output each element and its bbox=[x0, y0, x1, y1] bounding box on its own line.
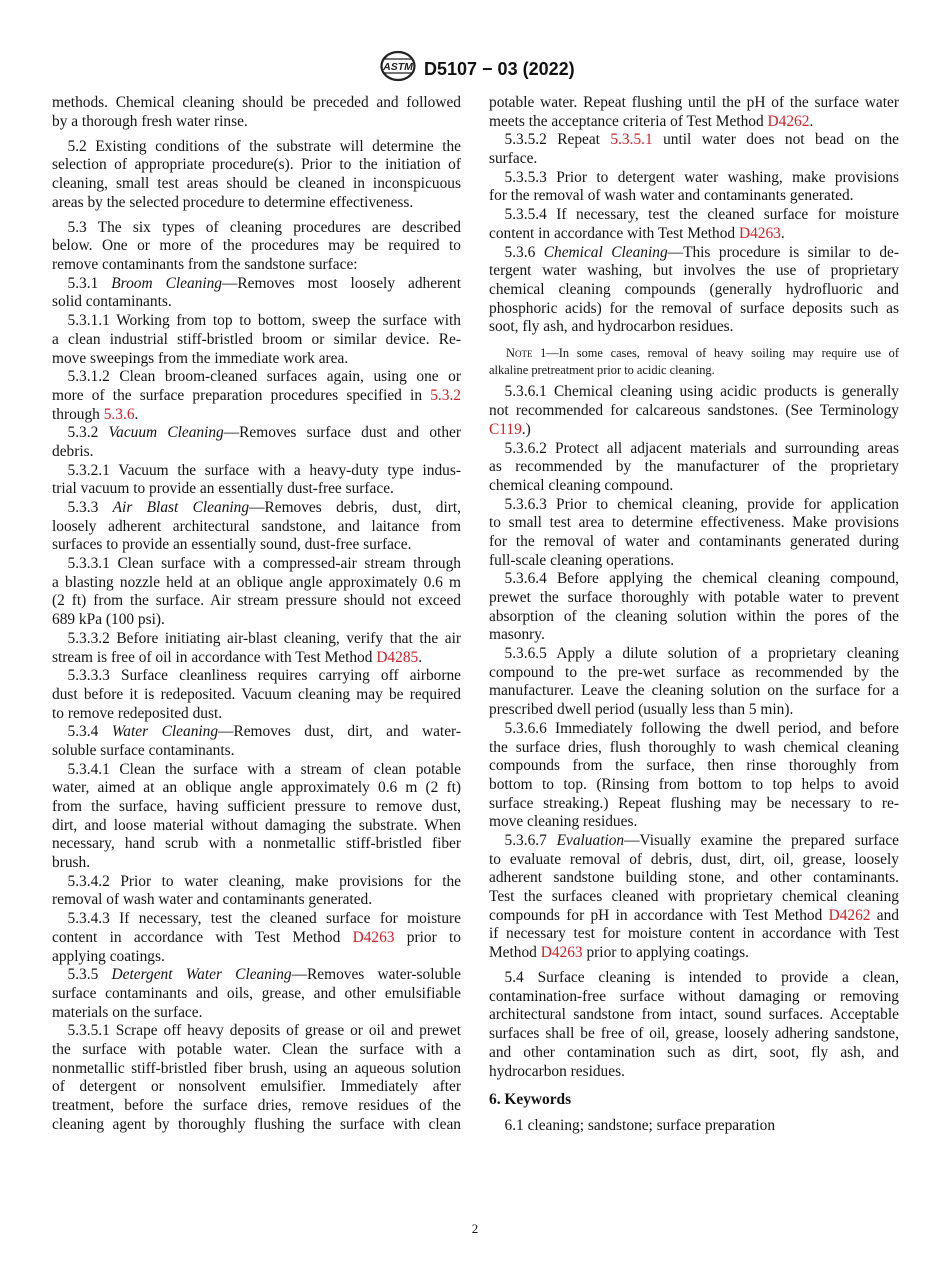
standard-designation: D5107 − 03 (2022) bbox=[424, 59, 575, 79]
reference-link-c119[interactable]: C119 bbox=[489, 420, 522, 438]
logo-text: ASTM bbox=[383, 61, 413, 73]
text-line: trial vacuum to provide an essentially dust-free surface. bbox=[52, 480, 394, 498]
text-line bbox=[489, 131, 899, 150]
section-5-3-6-6 bbox=[489, 720, 899, 832]
text-line: surface streaking.) Repeat flushing may be necessary to re- bbox=[489, 794, 899, 812]
text-line bbox=[52, 966, 461, 985]
text-line: 5.4 Surface cleaning is intended to provide a clean, bbox=[504, 969, 899, 987]
text-line: remove contaminants from the sandstone surface: bbox=[52, 256, 358, 274]
text-span: content in accordance with Test Method bbox=[489, 224, 739, 242]
text-line: surface contaminants and oils, grease, and other emulsifiable bbox=[52, 984, 461, 1002]
section-6-1: 6.1 cleaning; sandstone; surface preparation bbox=[504, 1116, 776, 1134]
left-column bbox=[52, 94, 461, 1134]
section-5-3-3 bbox=[52, 499, 461, 555]
text-span: content in accordance with Test Method bbox=[52, 928, 353, 946]
text-line: solid contaminants. bbox=[52, 293, 172, 311]
text-line: dirt, and loose material without damaging the substrate. When bbox=[52, 816, 461, 834]
section-5-3-1-2 bbox=[52, 368, 461, 424]
text-line: methods. Chemical cleaning should be preceded and followed bbox=[52, 94, 461, 111]
text-span: —Removes surface dust and other bbox=[223, 424, 461, 442]
text-line bbox=[52, 387, 461, 406]
section-5-3-2 bbox=[52, 424, 461, 461]
text-line: bottom to top. (Rinsing from bottom to top helps to avoid bbox=[489, 775, 899, 793]
text-span: —This procedure is similar to de- bbox=[667, 243, 899, 261]
text-line: below. One or more of the procedures may be required to bbox=[52, 237, 461, 255]
text-span: stream is free of oil in accordance with Test Method bbox=[52, 648, 377, 666]
page-number: 2 bbox=[471, 1221, 479, 1236]
section-5-3-6-2 bbox=[489, 440, 899, 496]
text-span: . bbox=[134, 405, 139, 423]
text-line: hydrocarbon residues. bbox=[489, 1062, 625, 1080]
text-span: until water does not bead on the bbox=[652, 131, 899, 149]
section-5-3-4-2 bbox=[52, 873, 461, 910]
section-heading-keywords: 6. Keywords bbox=[489, 1091, 572, 1108]
reference-link-d4262[interactable]: D4262 bbox=[767, 112, 810, 130]
section-number: 5.3.6 bbox=[504, 243, 544, 261]
text-line: a clean industrial stiff-bristled broom or similar device. Re- bbox=[52, 330, 461, 348]
text-line bbox=[52, 649, 461, 668]
text-line bbox=[489, 907, 899, 926]
section-number: 5.3.1 bbox=[67, 274, 112, 292]
text-span: prior to bbox=[394, 928, 461, 946]
section-title: Detergent Water Cleaning bbox=[111, 966, 292, 984]
text-line: to evaluate removal of debris, dust, dirt, oil, grease, loosely bbox=[489, 850, 899, 868]
text-line bbox=[489, 421, 899, 440]
text-line: 5.3.6.1 Chemical cleaning using acidic products is generally bbox=[504, 383, 899, 401]
text-line: not recommended for calcareous sandstones. (See Terminology bbox=[489, 402, 899, 420]
text-line: as recommended by the manufacturer of the proprietary bbox=[489, 458, 899, 476]
text-line: 5.3.2.1 Vacuum the surface with a heavy-duty type indus- bbox=[67, 461, 461, 479]
text-line: 5.3.6.2 Protect all adjacent materials and surrounding areas bbox=[504, 439, 899, 457]
text-span: 1—In some cases, removal of heavy soiling may require use of bbox=[532, 346, 899, 361]
text-line: 5.3.5.1 Scrape off heavy deposits of grease or oil and prewet bbox=[67, 1022, 461, 1040]
section-number: 5.3.3 bbox=[67, 499, 113, 517]
text-line: materials on the surface. bbox=[52, 1003, 203, 1021]
text-line: by a thorough fresh water rinse. bbox=[52, 112, 248, 130]
text-line: 5.3.4.3 If necessary, test the cleaned surface for moisture bbox=[67, 910, 461, 928]
text-line: loosely adherent architectural sandstone, and laitance from bbox=[52, 517, 461, 535]
text-line: 5.3.6.5 Apply a dilute solution of a proprietary cleaning bbox=[504, 645, 899, 663]
text-line: 5.3.6.4 Before applying the chemical cleaning compound, bbox=[504, 570, 899, 588]
text-span: Method bbox=[489, 944, 541, 962]
section-5-3-3-1 bbox=[52, 555, 461, 630]
text-span: —Removes debris, dust, dirt, bbox=[249, 499, 461, 517]
right-column bbox=[489, 94, 899, 1136]
text-line: potable water. Repeat flushing until the pH of the surface water bbox=[489, 94, 899, 111]
text-span: .) bbox=[521, 420, 531, 438]
text-span: and bbox=[870, 906, 899, 924]
section-5-3-5-4 bbox=[489, 206, 899, 243]
text-line bbox=[52, 723, 461, 742]
text-span: through bbox=[52, 405, 104, 423]
text-line: prewet the surface thoroughly with potable water to prevent bbox=[489, 589, 899, 607]
text-line: 5.3.5.4 If necessary, test the cleaned surface for moisture bbox=[504, 206, 899, 224]
text-line: a blasting nozzle held at an oblique angle approximately 0.6 m bbox=[52, 573, 461, 591]
text-line: 5.3.3.1 Clean surface with a compressed-air stream through bbox=[67, 555, 461, 573]
section-title: Chemical Cleaning bbox=[543, 243, 668, 261]
text-line: 5.3.1.2 Clean broom-cleaned surfaces again, using one or bbox=[67, 368, 461, 386]
text-line bbox=[52, 406, 461, 425]
text-line: 5.3.5.3 Prior to detergent water washing, make provisions bbox=[504, 168, 899, 186]
section-5-3-6-4 bbox=[489, 570, 899, 645]
text-line: manufacturer. Leave the cleaning solution on the surface for a bbox=[489, 682, 899, 700]
text-line: dust before it is redeposited. Vacuum cleaning may be required bbox=[52, 685, 461, 703]
text-span: —Removes most loosely adherent bbox=[222, 274, 461, 292]
text-line bbox=[52, 275, 461, 294]
text-line: applying coatings. bbox=[52, 947, 165, 965]
text-span: meets the acceptance criteria of Test Method bbox=[489, 112, 768, 130]
section-title: Broom Cleaning bbox=[111, 274, 222, 292]
section-number: 5.3.5 bbox=[67, 966, 112, 984]
text-line: contamination-free surface without damaging or removing bbox=[489, 987, 899, 1005]
text-line: compound to the pre-wet surface as recommended by the bbox=[489, 663, 899, 681]
section-5-3-3-2 bbox=[52, 630, 461, 667]
text-line: 5.3.3.2 Before initiating air-blast cleaning, verify that the air bbox=[67, 629, 461, 647]
text-line: move sweepings from the immediate work area. bbox=[52, 349, 349, 367]
section-5-1-continued bbox=[52, 94, 461, 131]
text-line: chemical cleaning compound. bbox=[489, 476, 674, 494]
text-line bbox=[489, 345, 899, 362]
text-span: prior to applying coatings. bbox=[582, 944, 749, 962]
text-line: move cleaning residues. bbox=[489, 813, 638, 831]
text-line: the surface dries, flush thoroughly to wash chemical cleaning bbox=[489, 738, 899, 756]
text-line: 5.3.4.1 Clean the surface with a stream of clean potable bbox=[67, 760, 461, 778]
section-5-3-5 bbox=[52, 966, 461, 1022]
text-span: —Removes dust, dirt, and water- bbox=[218, 723, 461, 741]
note-1 bbox=[489, 345, 899, 379]
section-number: 5.3.2 bbox=[67, 424, 109, 442]
text-line: 5.3.3.3 Surface cleanliness requires carrying off airborne bbox=[67, 667, 461, 685]
text-line: to remove redeposited dust. bbox=[52, 704, 223, 722]
section-5-3-6-3 bbox=[489, 496, 899, 571]
reference-link-d4262[interactable]: D4262 bbox=[828, 906, 871, 924]
text-line: 689 kPa (100 psi). bbox=[52, 611, 165, 629]
text-line: surface. bbox=[489, 150, 538, 168]
text-span: more of the surface preparation procedures specified in bbox=[52, 386, 431, 404]
text-line: water, aimed at an oblique angle approximately 0.6 m (2 ft) bbox=[52, 779, 461, 797]
text-line: 5.2 Existing conditions of the substrate will determine the bbox=[67, 137, 461, 155]
reference-link-d4263[interactable]: D4263 bbox=[738, 224, 781, 242]
text-line: if necessary test for moisture content in accordance with Test bbox=[489, 925, 899, 943]
section-title: Water Cleaning bbox=[111, 723, 219, 741]
section-5-3-4-3 bbox=[52, 910, 461, 966]
reference-link-5-3-2[interactable]: 5.3.2 bbox=[430, 386, 461, 404]
text-line bbox=[489, 944, 899, 963]
text-line: adherent sandstone building stone, and other contaminants. bbox=[489, 869, 899, 887]
reference-link-5-3-5-1[interactable]: 5.3.5.1 bbox=[610, 131, 653, 149]
text-line: chemical cleaning compounds (generally hydrofluoric and bbox=[489, 280, 899, 298]
section-5-3-5-1-continued bbox=[489, 94, 899, 131]
text-line: alkaline pretreatment prior to acidic cleaning. bbox=[489, 363, 715, 378]
section-5-3-3-3 bbox=[52, 667, 461, 723]
text-line: cleaning agent by thoroughly flushing the surface with clean bbox=[52, 1115, 461, 1133]
section-5-3-6 bbox=[489, 244, 899, 337]
text-span: —Visually examine the prepared surface bbox=[624, 831, 900, 849]
text-line: compounds from the surface, then rinse thoroughly from bbox=[489, 757, 899, 775]
text-line: selection of appropriate procedure(s). Prior to the initiation of bbox=[52, 156, 461, 174]
text-line bbox=[489, 244, 899, 263]
text-line: 5.3.6.3 Prior to chemical cleaning, provide for application bbox=[504, 495, 899, 513]
text-line: surfaces shall be free of oil, grease, loosely adhering sandstone, bbox=[489, 1025, 899, 1043]
text-span: . bbox=[780, 224, 785, 242]
section-number: 5.3.4 bbox=[67, 723, 112, 741]
text-line bbox=[52, 424, 461, 443]
section-title: Evaluation bbox=[556, 831, 625, 849]
section-5-2 bbox=[52, 138, 461, 213]
text-line: soluble surface contaminants. bbox=[52, 741, 235, 759]
text-line: soot, fly ash, and hydrocarbon residues. bbox=[489, 318, 734, 336]
text-line: phosphoric acids) for the removal of surface deposits such as bbox=[489, 299, 899, 317]
section-5-3-1-1 bbox=[52, 312, 461, 368]
note-label: Note bbox=[506, 346, 533, 361]
text-line: removal of wash water and contaminants generated. bbox=[52, 891, 373, 909]
section-5-3-5-1 bbox=[52, 1022, 461, 1134]
text-line: surfaces to provide an essentially sound, dust-free surface. bbox=[52, 536, 412, 554]
section-5-4 bbox=[489, 969, 899, 1081]
text-span: . bbox=[809, 112, 814, 130]
text-line: of detergent or nonsolvent emulsifier. Immediately after bbox=[52, 1078, 461, 1096]
text-line: architectural sandstone from intact, sound surfaces. Acceptable bbox=[489, 1006, 899, 1024]
text-line bbox=[489, 832, 899, 851]
text-line: to small test area to determine effectiveness. Make provisions bbox=[489, 514, 899, 532]
section-5-3-5-2 bbox=[489, 131, 899, 168]
text-line bbox=[52, 929, 461, 948]
text-line: 5.3.1.1 Working from top to bottom, sweep the surface with bbox=[67, 312, 461, 330]
text-span: —Removes water-soluble bbox=[291, 966, 461, 984]
text-line: (2 ft) from the surface. Air stream pressure should not exceed bbox=[52, 592, 461, 610]
section-5-3-2-1 bbox=[52, 462, 461, 499]
text-span: . bbox=[418, 648, 423, 666]
section-5-3-4-1 bbox=[52, 761, 461, 873]
text-line: areas by the selected procedure to determine effectiveness. bbox=[52, 193, 414, 211]
reference-link-d4285[interactable]: D4285 bbox=[376, 648, 419, 666]
reference-link-5-3-6[interactable]: 5.3.6 bbox=[103, 405, 135, 423]
section-title: Air Blast Cleaning bbox=[112, 499, 250, 517]
section-5-3-6-1 bbox=[489, 383, 899, 439]
text-line: for the removal of water and contaminants generated during bbox=[489, 532, 899, 550]
text-line: necessary, hand scrub with a nonmetallic stiff-bristled fiber bbox=[52, 835, 461, 853]
section-number: 5.3.6.7 bbox=[504, 831, 557, 849]
text-line: cleaning, small test areas should be cleaned in inconspicuous bbox=[52, 175, 461, 193]
section-title: Vacuum Cleaning bbox=[108, 424, 224, 442]
text-line: and other contamination such as dirt, soot, fly ash, and bbox=[489, 1043, 899, 1061]
text-line: nonmetallic stiff-bristled fiber brush, using an aqueous solution bbox=[52, 1059, 461, 1077]
text-line: brush. bbox=[52, 854, 91, 872]
text-line: full-scale cleaning operations. bbox=[489, 551, 675, 569]
text-line: for the removal of wash water and contaminants generated. bbox=[489, 187, 854, 205]
text-line: prescribed dwell period (usually less than 5 min). bbox=[489, 701, 794, 719]
text-line bbox=[489, 225, 899, 244]
section-5-3-4 bbox=[52, 723, 461, 760]
reference-link-d4263[interactable]: D4263 bbox=[540, 944, 583, 962]
reference-link-d4263[interactable]: D4263 bbox=[352, 928, 395, 946]
text-line: 5.3.6.6 Immediately following the dwell period, and before bbox=[504, 719, 899, 737]
text-line: the surface with potable water. Clean the surface with a bbox=[52, 1040, 461, 1058]
section-5-3 bbox=[52, 219, 461, 275]
section-5-3-6-7 bbox=[489, 832, 899, 963]
astm-logo bbox=[379, 50, 417, 82]
text-line bbox=[52, 499, 461, 518]
text-line: 5.3 The six types of cleaning procedures are described bbox=[67, 218, 461, 236]
text-line: treatment, before the surface dries, remove residues of the bbox=[52, 1097, 461, 1115]
text-line: tergent water washing, but involves the use of proprietary bbox=[489, 262, 899, 280]
section-5-3-1 bbox=[52, 275, 461, 312]
text-line: absorption of the cleaning solution within the pores of the bbox=[489, 607, 899, 625]
text-line: Test the surfaces cleaned with proprietary chemical cleaning bbox=[489, 888, 899, 906]
section-5-3-5-3 bbox=[489, 169, 899, 206]
text-line: 5.3.4.2 Prior to water cleaning, make provisions for the bbox=[67, 872, 461, 890]
text-span: 5.3.5.2 Repeat bbox=[504, 131, 611, 149]
text-line: debris. bbox=[52, 442, 94, 460]
text-line bbox=[489, 113, 899, 132]
section-5-3-6-5 bbox=[489, 645, 899, 720]
text-span: compounds for pH in accordance with Test Method bbox=[489, 906, 829, 924]
text-line: from the surface, having sufficient pressure to remove dust, bbox=[52, 798, 461, 816]
text-line: masonry. bbox=[489, 626, 545, 644]
